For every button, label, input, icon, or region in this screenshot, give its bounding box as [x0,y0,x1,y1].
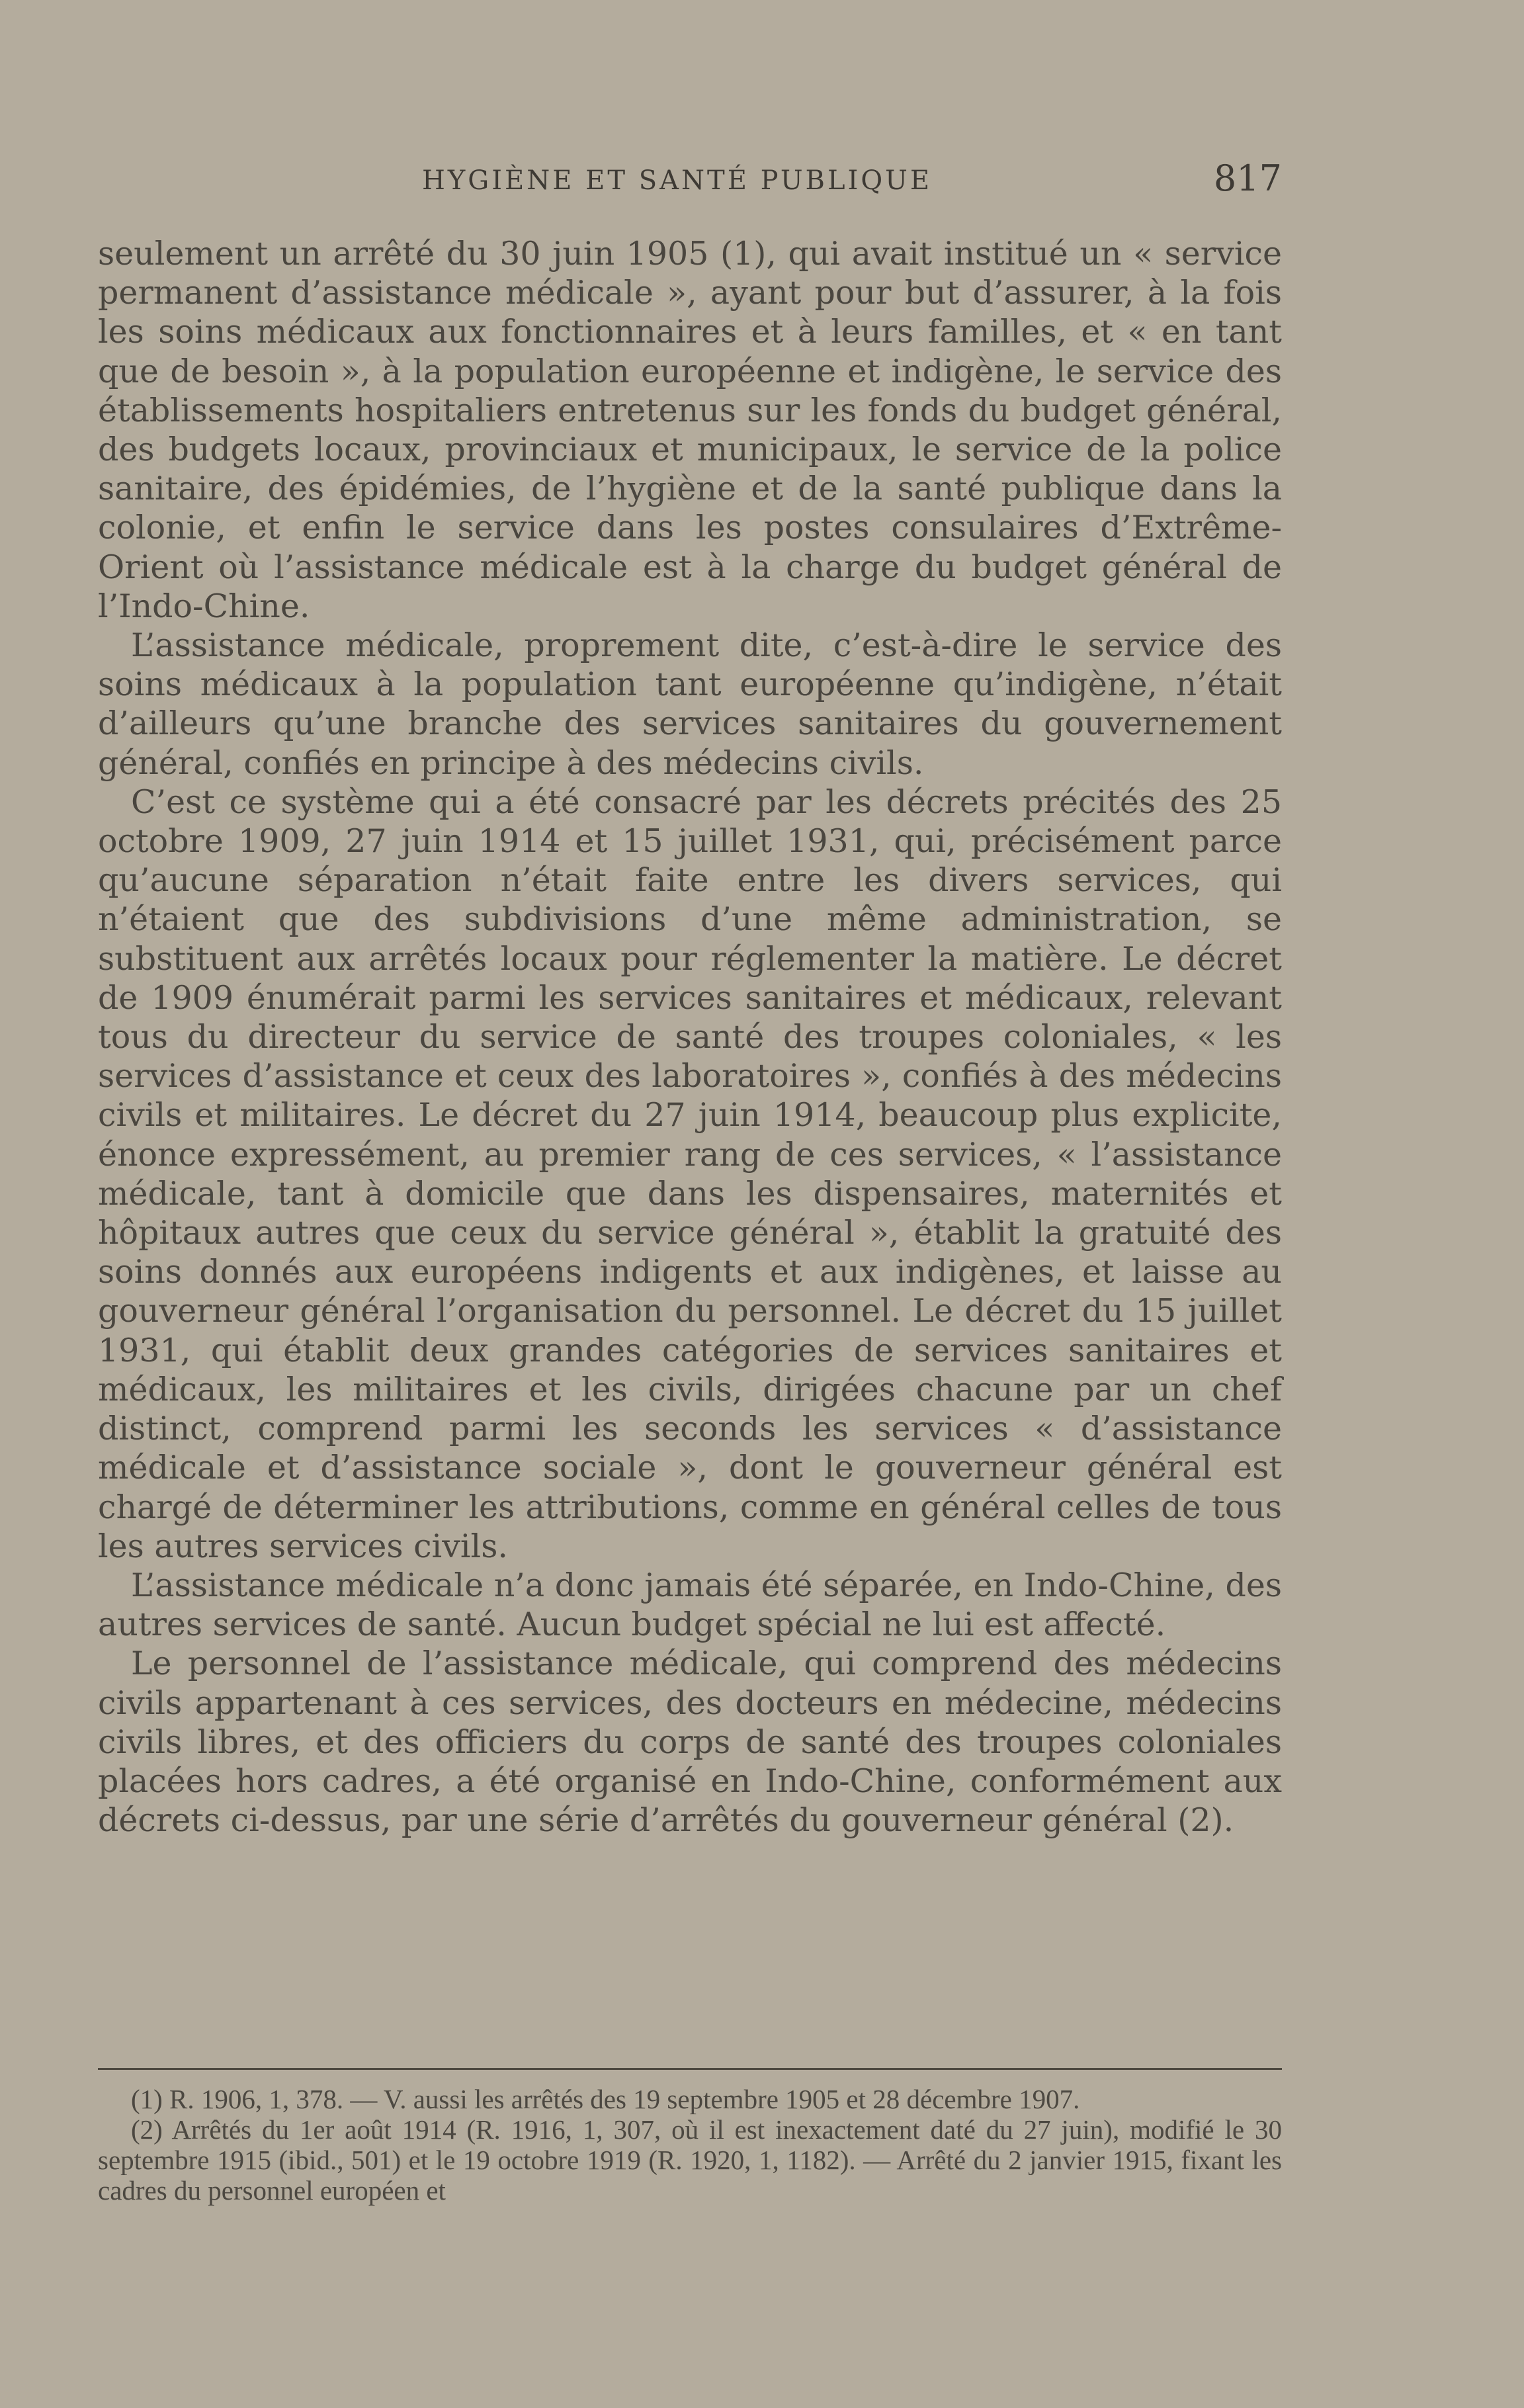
footnote: (2) Arrêtés du 1er août 1914 (R. 1916, 1, 307, où il est inexactement daté du 27 juin), modifié le 30 septembre 1915 (ibid., 501) et le 19 octobre 1919 (R. 1920, 1, 1182). — Arrêté du 2 janvier 1915, fixant les cadres du personnel européen et [98,2114,1282,2206]
paragraph: seulement un arrêté du 30 juin 1905 (1), qui avait institué un « service permanent d’assistance médicale », ayant pour but d’assurer, à la fois les soins médicaux aux fonctionnaires et à leurs familles, et « en tant que de besoin », à la population européenne et indigène, le service des établissements hospitaliers entretenus sur les fonds du budget général, des budgets locaux, provinciaux et municipaux, le service de la police sanitaire, des épidémies, de l’hygiène et de la santé publique dans la colonie, et enfin le service dans les postes consulaires d’Extrême-Orient où l’assistance médicale est à la charge du budget général de l’Indo-Chine. [98,235,1282,625]
footnote-divider [98,2068,1282,2070]
footnotes [98,2084,1282,2206]
page-number: 817 [1213,157,1282,199]
footnote: (1) R. 1906, 1, 378. — V. aussi les arrêtés des 19 septembre 1905 et 28 décembre 1907. [131,2084,1080,2114]
paragraph: C’est ce système qui a été consacré par les décrets précités des 25 octobre 1909, 27 juin 1914 et 15 juillet 1931, qui, précisément parce qu’aucune séparation n’était faite entre les divers services, qui n’étaient que des subdivisions d’une même administration, se substituent aux arrêtés locaux pour réglementer la matière. Le décret de 1909 énumérait parmi les services sanitaires et médicaux, relevant tous du directeur du service de santé des troupes coloniales, « les services d’assistance et ceux des laboratoires », confiés à des médecins civils et militaires. Le décret du 27 juin 1914, beaucoup plus explicite, énonce expressément, au premier rang de ces services, « l’assistance médicale, tant à domicile que dans les dispensaires, maternités et hôpitaux autres que ceux du service général », établit la gratuité des soins donnés aux européens indigents et aux indigènes, et laisse au gouverneur général l’organisation du personnel. Le décret du 15 juillet 1931, qui établit deux grandes catégories de services sanitaires et médicaux, les militaires et les civils, dirigées chacune par un chef distinct, comprend parmi les seconds les services « d’assistance médicale et d’assistance sociale », dont le gouverneur général est chargé de déterminer les attributions, comme en général celles de tous les autres services civils. [98,783,1282,1565]
paragraph: Le personnel de l’assistance médicale, qui comprend des médecins civils appartenant à ces services, des docteurs en médecine, médecins civils libres, et des officiers du corps de santé des troupes coloniales placées hors cadres, a été organisé en Indo-Chine, conformément aux décrets ci-dessus, par une série d’arrêtés du gouverneur général (2). [98,1645,1282,1840]
body-text [98,234,1282,1840]
paragraph: L’assistance médicale n’a donc jamais été séparée, en Indo-Chine, des autres services de santé. Aucun budget spécial ne lui est affecté. [98,1566,1282,1644]
page-header [98,157,1282,204]
paragraph: L’assistance médicale, proprement dite, c’est-à-dire le service des soins médicaux à la population tant européenne qu’indigène, n’était d’ailleurs qu’une branche des services sanitaires du gouvernement général, confiés en principe à des médecins civils. [98,626,1282,782]
running-head: HYGIÈNE ET SANTÉ PUBLIQUE [422,165,933,196]
